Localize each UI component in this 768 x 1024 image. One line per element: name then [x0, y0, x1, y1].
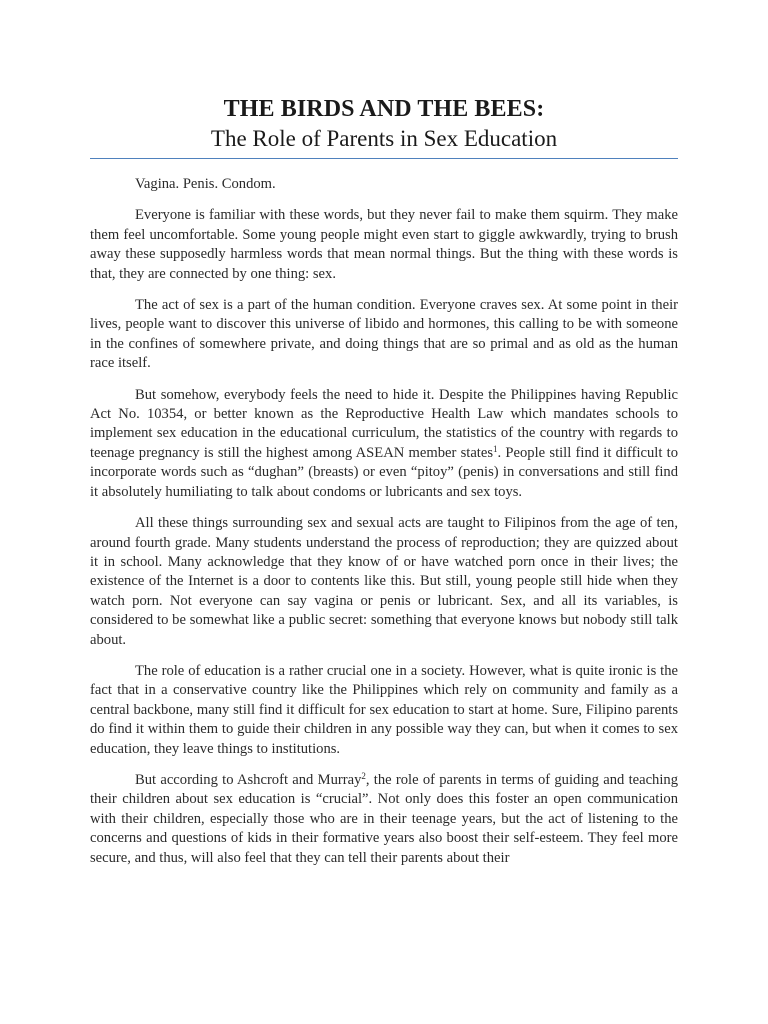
title-block	[90, 94, 678, 154]
paragraph-2: Everyone is familiar with these words, but they never fail to make them squirm. They make them feel uncomfortable. Some young people might even start to giggle awkwardly, trying to brush away these supposedly harmless words that mean normal things. But the thing with these words is that, they are connected by one thing: sex.	[90, 207, 678, 282]
paragraph-3: The act of sex is a part of the human condition. Everyone craves sex. At some point in their lives, people want to discover this universe of libido and hormones, this calling to be with someone in the confines of somewhere private, and doing things that are so primal and as old as the human race itself.	[90, 297, 678, 372]
footnote-marker-1[interactable]: 1	[493, 443, 498, 454]
title-divider	[90, 158, 678, 159]
document-subtitle: The Role of Parents in Sex Education	[210, 126, 558, 151]
paragraph-4-text-before: But somehow, everybody feels the need to hide it. Despite the Philippines having Republic Act No. 10354, or better known as the Reproductive Health Law which mandates schools to implement sex education in the educational curriculum, the statistics of the country with regards to teenage pregnancy is still the highest among ASEAN member states	[90, 386, 678, 461]
document-title: THE BIRDS AND THE BEES:	[223, 96, 545, 122]
paragraph-6: The role of education is a rather crucial one in a society. However, what is quite ironic is the fact that in a conservative country like the Philippines which rely on community and family as a central backbone, many still find it difficult for sex education to start at home. Sure, Filipino parents do find it within them to guide their children in any possible way they can, but when it comes to sex education, they leave things to institutions.	[90, 662, 678, 757]
paragraph-1: Vagina. Penis. Condom.	[135, 176, 276, 192]
footnote-marker-2[interactable]: 2	[361, 770, 366, 781]
paragraph-7	[90, 771, 678, 868]
document-body	[90, 175, 678, 880]
paragraph-4-text-after: . People still find it difficult to incorporate words such as “dughan” (breasts) or even “pitoy” (penis) in conversations and still find it absolutely humiliating to talk about condoms or lubricants and sex toys.	[90, 444, 678, 500]
paragraph-5: All these things surrounding sex and sexual acts are taught to Filipinos from the age of ten, around fourth grade. Many students understand the process of reproduction; they are quizzed about it in school. Many acknowledge that they know of or have watched porn once in their lives; the existence of the Internet is a door to contents like this. But still, young people still hide when they watch porn. Not everyone can say vagina or penis or lubricant. Sex, and all its variables, is considered to be somewhat like a public secret: something that everyone knows but nobody still talk about.	[90, 515, 678, 648]
paragraph-4	[90, 386, 678, 502]
paragraph-7-text-after: , the role of parents in terms of guiding and teaching their children about sex education is “crucial”. Not only does this foster an open communication with their children, especially those who are in their teenage years, but the act of listening to the concerns and questions of kids in their formative years also boost their self-esteem. They feel more secure, and thus, will also feel that they can tell their parents about their	[90, 771, 679, 866]
paragraph-7-text-before: But according to Ashcroft and Murray	[135, 771, 362, 788]
